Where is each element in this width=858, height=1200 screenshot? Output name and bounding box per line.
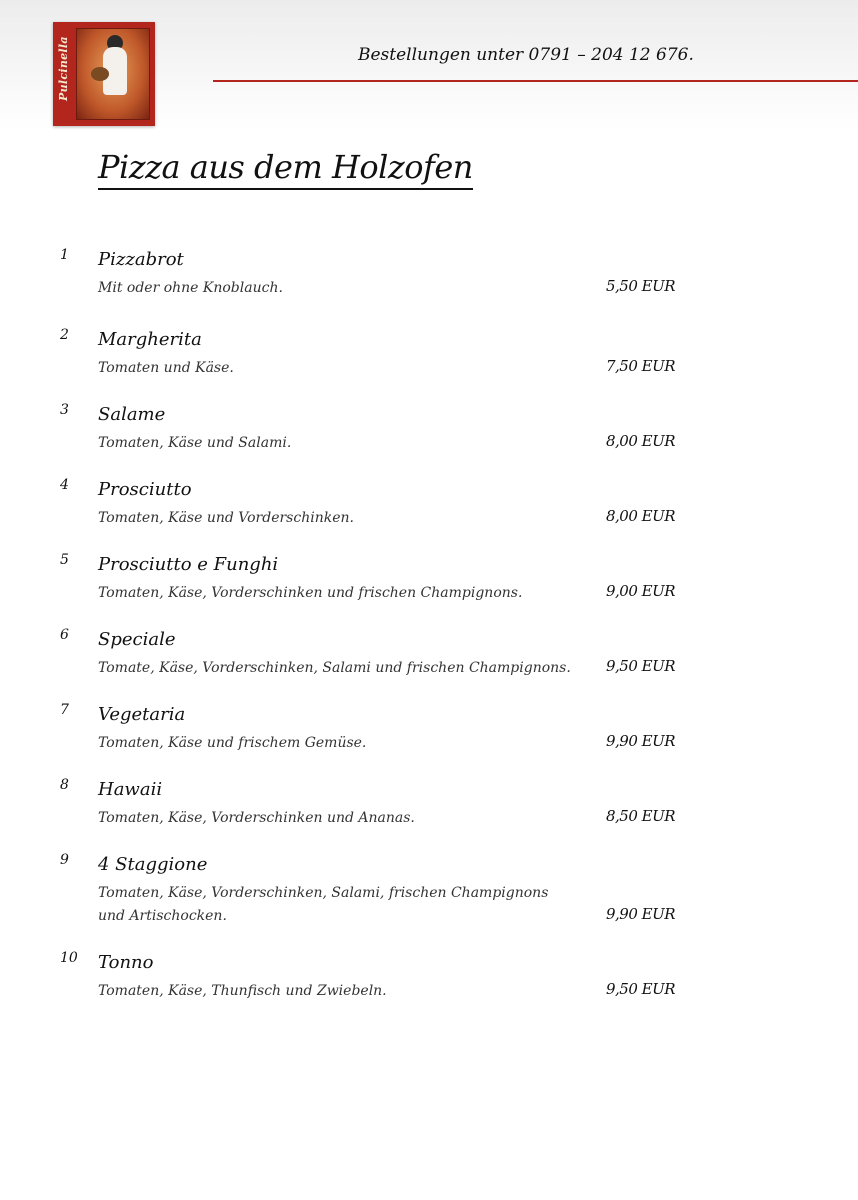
item-number: 7 [60, 702, 69, 718]
item-name: Pizzabrot [98, 249, 184, 270]
item-description: Tomate, Käse, Vorderschinken, Salami und frischen Champignons. [98, 660, 571, 676]
item-number: 4 [60, 477, 69, 493]
item-description: Tomaten, Käse, Vorderschinken und Ananas. [98, 810, 415, 826]
logo-text: Pulcinella [57, 36, 70, 101]
page-title: Pizza aus dem Holzofen [98, 148, 473, 190]
item-price: 9,50 EUR [606, 980, 676, 998]
restaurant-logo [53, 22, 155, 126]
item-number: 2 [60, 327, 69, 343]
item-price: 9,50 EUR [606, 657, 676, 675]
item-description: Tomaten und Käse. [98, 360, 234, 376]
item-description: Tomaten, Käse, Thunfisch und Zwiebeln. [98, 983, 387, 999]
item-name: Prosciutto [98, 479, 192, 500]
item-price: 9,90 EUR [606, 732, 676, 750]
logo-artwork [76, 28, 150, 120]
order-phone-text: Bestellungen unter 0791 – 204 12 676. [358, 45, 694, 65]
item-number: 8 [60, 777, 69, 793]
item-number: 9 [60, 852, 69, 868]
item-description: Tomaten, Käse, Vorderschinken und frischen Champignons. [98, 585, 523, 601]
item-price: 7,50 EUR [606, 357, 676, 375]
item-price: 5,50 EUR [606, 277, 676, 295]
item-number: 3 [60, 402, 69, 418]
item-price: 9,00 EUR [606, 582, 676, 600]
item-name: 4 Staggione [98, 854, 208, 875]
item-number: 10 [60, 950, 78, 966]
item-name: Hawaii [98, 779, 163, 800]
item-name: Margherita [98, 329, 202, 350]
item-price: 9,90 EUR [606, 905, 676, 923]
item-description: Tomaten, Käse und frischem Gemüse. [98, 735, 367, 751]
item-price: 8,50 EUR [606, 807, 676, 825]
header-divider [213, 80, 858, 82]
item-description: Tomaten, Käse und Salami. [98, 435, 292, 451]
logo-mandolin [91, 67, 109, 81]
item-name: Speciale [98, 629, 176, 650]
item-name: Tonno [98, 952, 154, 973]
item-description: Tomaten, Käse, Vorderschinken, Salami, frischen Champignons und Artischocken. [98, 885, 549, 924]
item-price: 8,00 EUR [606, 507, 676, 525]
item-name: Vegetaria [98, 704, 186, 725]
item-name: Salame [98, 404, 166, 425]
item-number: 5 [60, 552, 69, 568]
item-number: 1 [60, 247, 69, 263]
item-name: Prosciutto e Funghi [98, 554, 279, 575]
item-price: 8,00 EUR [606, 432, 676, 450]
item-description: Mit oder ohne Knoblauch. [98, 280, 283, 296]
item-description: Tomaten, Käse und Vorderschinken. [98, 510, 354, 526]
item-number: 6 [60, 627, 69, 643]
